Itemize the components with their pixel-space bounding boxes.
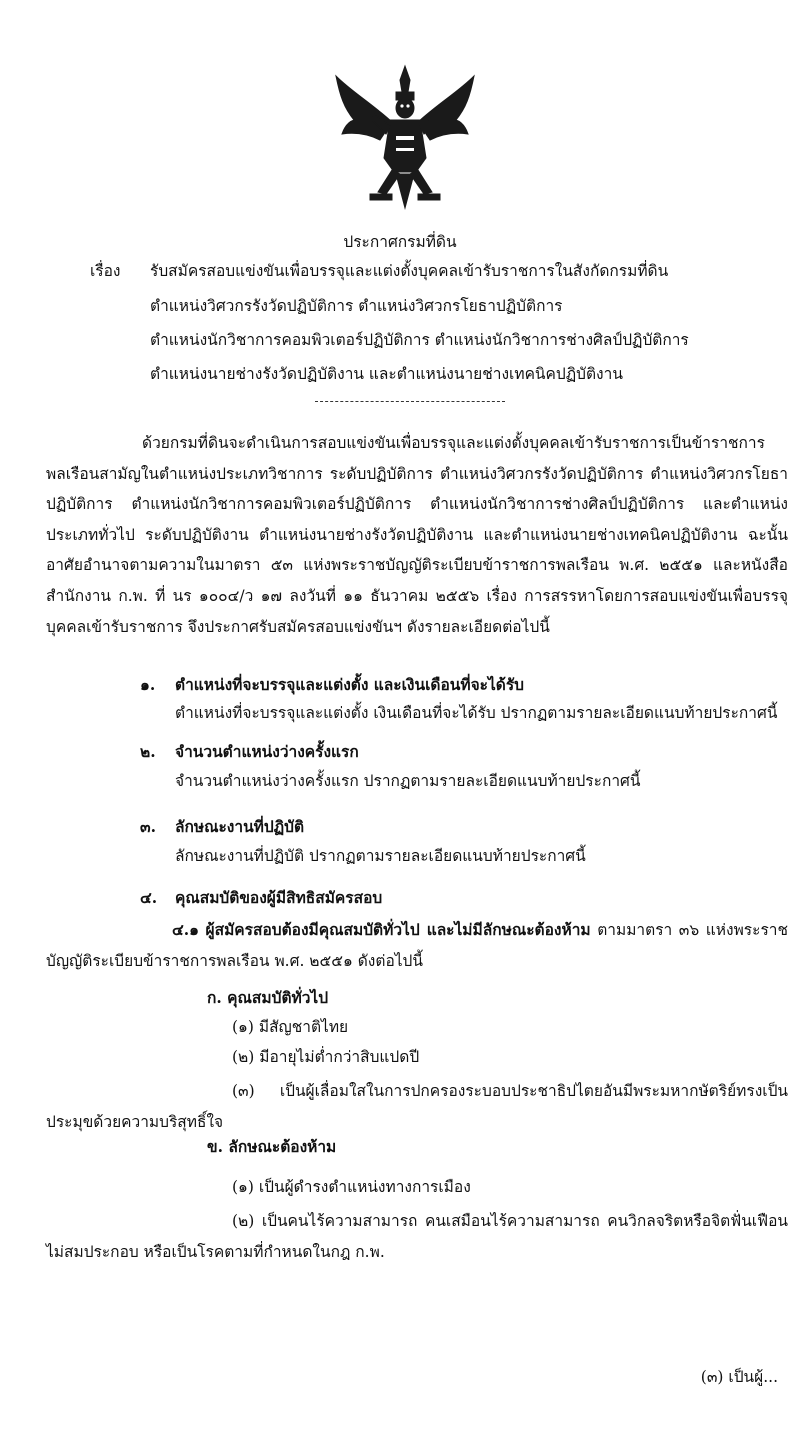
subject-line: รับสมัครสอบแข่งขันเพื่อบรรจุและแต่งตั้งบุคคลเข้ารับราชการในสังกัดกรมที่ดิน bbox=[150, 262, 669, 280]
section-number: ๑. bbox=[140, 675, 156, 694]
subject-label: เรื่อง bbox=[90, 262, 121, 280]
prohibited-heading: ข. ลักษณะต้องห้าม bbox=[207, 1137, 337, 1156]
general-qualifications-heading: ก. คุณสมบัติทั่วไป bbox=[207, 988, 329, 1007]
continuation-marker: (๓) เป็นผู้... bbox=[700, 1368, 778, 1386]
announcement-issuer: ประกาศกรมที่ดิน bbox=[343, 233, 457, 251]
prohibited-item-paragraph bbox=[46, 1206, 788, 1267]
prohibited-item: (๒) เป็นคนไร้ความสามารถ คนเสมือนไร้ความสามารถ คนวิกลจริตหรือจิตฟั่นเฟือนไม่สมประกอบ หรือเป็นโรคตามที่กำหนดในกฎ ก.พ. bbox=[46, 1212, 788, 1261]
subject-line: ตำแหน่งนักวิชาการคอมพิวเตอร์ปฏิบัติการ ตำแหน่งนักวิชาการช่างศิลป์ปฏิบัติการ bbox=[150, 331, 689, 349]
intro-text: ด้วยกรมที่ดินจะดำเนินการสอบแข่งขันเพื่อบรรจุและแต่งตั้งบุคคลเข้ารับราชการเป็นข้าราชการพลเรือนสามัญในตำแหน่งประเภทวิชาการ ระดับปฏิบัติการ ตำแหน่งวิศวกรรังวัดปฏิบัติการ ตำแหน่งวิศวกรโยธาปฏิบัติการ ตำแหน่งนักวิชาการคอมพิวเตอร์ปฏิบัติการ ตำแหน่งนักวิชาการช่างศิลป์ปฏิบัติการ และตำแหน่งประเภททั่วไป ระดับปฏิบัติงาน ตำแหน่งนายช่างรังวัดปฏิบัติงาน และตำแหน่งนายช่างเทคนิคปฏิบัติงาน ฉะนั้น อาศัยอำนาจตามความในมาตรา ๕๓ แห่งพระราชบัญญัติระเบียบข้าราชการพลเรือน พ.ศ. ๒๕๕๑ และหนังสือสำนักงาน ก.พ. ที่ นร ๑๐๐๔/ว ๑๗ ลงวันที่ ๑๑ ธันวาคม ๒๕๕๖ เรื่อง การสรรหาโดยการสอบแข่งขันเพื่อบรรจุบุคคลเข้ารับราชการ จึงประกาศรับสมัครสอบแข่งขันฯ ดังรายละเอียดต่อไปนี้ bbox=[46, 434, 788, 636]
prohibited-item: (๑) เป็นผู้ดำรงตำแหน่งทางการเมือง bbox=[232, 1178, 471, 1196]
section-heading: ลักษณะงานที่ปฏิบัติ bbox=[175, 817, 305, 836]
qualification-paragraph bbox=[46, 915, 788, 976]
qualification-heading: ผู้สมัครสอบต้องมีคุณสมบัติทั่วไป และไม่มีลักษณะต้องห้าม bbox=[205, 920, 591, 939]
qualification-rest: ตามมาตรา ๓๖ แห่งพระราชบัญญัติระเบียบข้าราชการพลเรือน พ.ศ. ๒๕๕๑ ดังต่อไปนี้ bbox=[46, 921, 788, 970]
general-item: (๑) มีสัญชาติไทย bbox=[232, 1018, 349, 1036]
section-number: ๒. bbox=[140, 742, 156, 761]
intro-paragraph bbox=[46, 428, 788, 642]
section-heading: ตำแหน่งที่จะบรรจุและแต่งตั้ง และเงินเดือนที่จะได้รับ bbox=[175, 675, 524, 694]
general-item: (๓) เป็นผู้เลื่อมใสในการปกครองระบอบประชาธิปไตยอันมีพระมหากษัตริย์ทรงเป็นประมุขด้วยความบริสุทธิ์ใจ bbox=[46, 1082, 788, 1131]
section-body: ตำแหน่งที่จะบรรจุและแต่งตั้ง เงินเดือนที่จะได้รับ ปรากฏตามรายละเอียดแนบท้ายประกาศนี้ bbox=[175, 704, 778, 722]
section-body: ลักษณะงานที่ปฏิบัติ ปรากฏตามรายละเอียดแนบท้ายประกาศนี้ bbox=[175, 847, 586, 865]
subject-line: ตำแหน่งนายช่างรังวัดปฏิบัติงาน และตำแหน่งนายช่างเทคนิคปฏิบัติงาน bbox=[150, 365, 623, 383]
section-heading: จำนวนตำแหน่งว่างครั้งแรก bbox=[175, 742, 359, 761]
garuda-emblem-icon bbox=[330, 62, 480, 212]
section-number: ๓. bbox=[140, 817, 156, 836]
divider bbox=[315, 401, 505, 402]
section-heading: คุณสมบัติของผู้มีสิทธิสมัครสอบ bbox=[175, 888, 383, 907]
general-item: (๒) มีอายุไม่ต่ำกว่าสิบแปดปี bbox=[232, 1048, 420, 1066]
section-body: จำนวนตำแหน่งว่างครั้งแรก ปรากฏตามรายละเอียดแนบท้ายประกาศนี้ bbox=[175, 772, 641, 790]
section-number: ๔. bbox=[140, 888, 158, 907]
general-item-paragraph bbox=[46, 1076, 788, 1137]
subject-line: ตำแหน่งวิศวกรรังวัดปฏิบัติการ ตำแหน่งวิศวกรโยธาปฏิบัติการ bbox=[150, 297, 563, 315]
qualification-number: ๔.๑ bbox=[172, 920, 199, 939]
